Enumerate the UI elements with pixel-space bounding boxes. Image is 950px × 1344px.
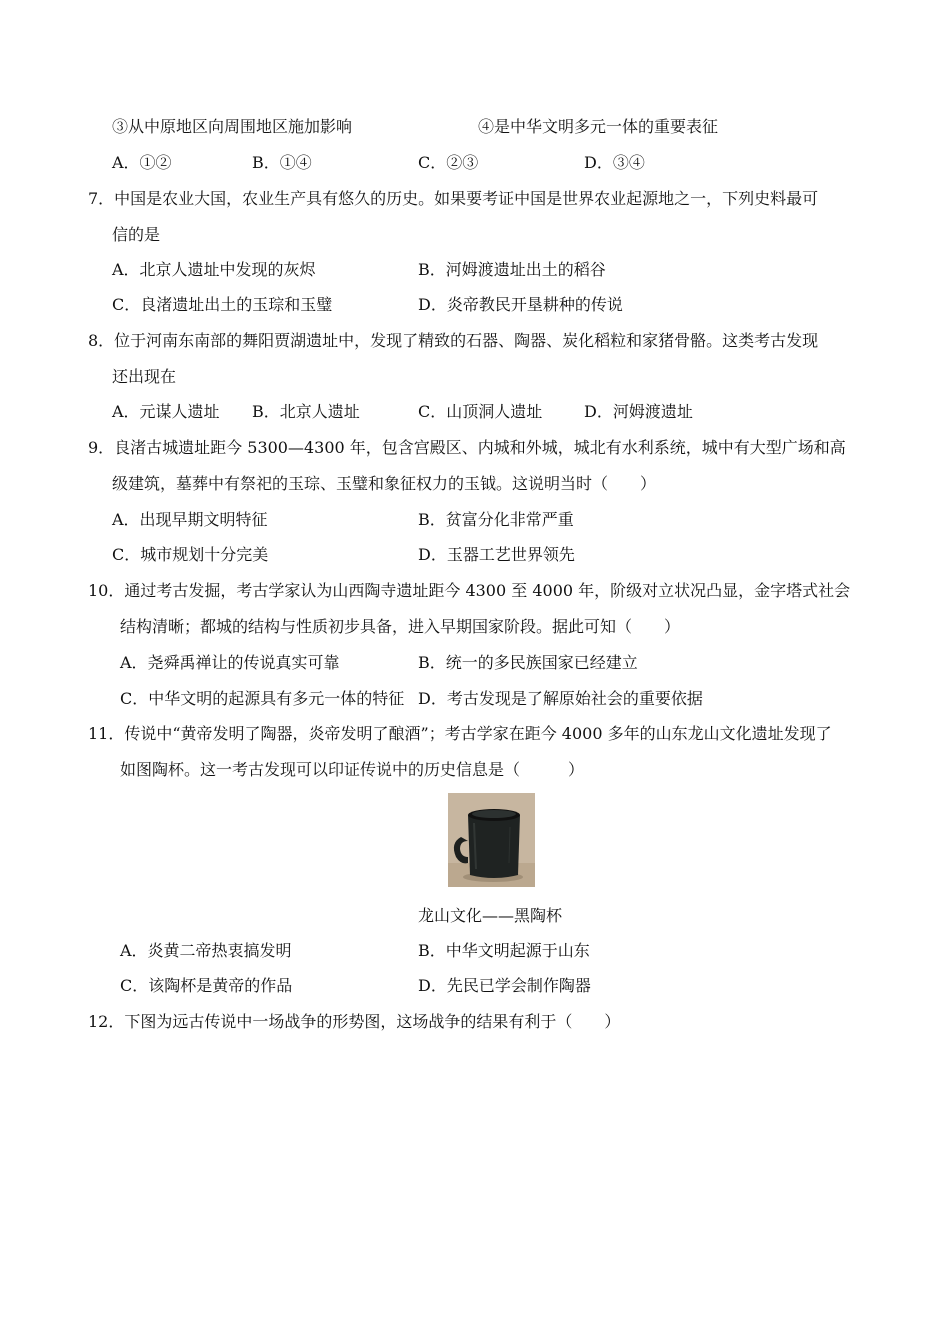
q8-choice-b: B．北京人遗址 bbox=[252, 402, 360, 421]
q7-choice-d: D．炎帝教民开垦耕种的传说 bbox=[418, 295, 623, 314]
q7-stem-line2: 信的是 bbox=[112, 225, 161, 244]
q11-stem-line1: 11．传说中“黄帝发明了陶器，炎帝发明了酿酒”；考古学家在距今 4000 多年的山东龙山文化遗址发现了 bbox=[88, 724, 832, 743]
q7-choice-c: C．良渚遗址出土的玉琮和玉璧 bbox=[112, 295, 333, 314]
q8-choice-a: A．元谋人遗址 bbox=[112, 402, 220, 421]
q11-choice-b: B．中华文明起源于山东 bbox=[418, 941, 590, 960]
q10-stem-line2: 结构清晰；都城的结构与性质初步具备，进入早期国家阶段。据此可知（ ） bbox=[120, 617, 681, 636]
q7-choice-a: A．北京人遗址中发现的灰烬 bbox=[112, 260, 316, 279]
q6-choice-a: A．①② bbox=[112, 153, 172, 172]
q7-stem-line1: 7．中国是农业大国，农业生产具有悠久的历史。如果要考证中国是世界农业起源地之一，下列史料最可 bbox=[88, 189, 819, 208]
q6-option-4: ④是中华文明多元一体的重要表征 bbox=[478, 117, 719, 136]
q8-stem-line1: 8．位于河南东南部的舞阳贾湖遗址中，发现了精致的石器、陶器、炭化稻粒和家猪骨骼。这类考古发现 bbox=[88, 331, 819, 350]
q12-stem-line1: 12．下图为远古传说中一场战争的形势图，这场战争的结果有利于（ ） bbox=[88, 1012, 621, 1031]
q7-choice-b: B．河姆渡遗址出土的稻谷 bbox=[418, 260, 606, 279]
q10-choice-d: D．考古发现是了解原始社会的重要依据 bbox=[418, 689, 703, 708]
q11-choice-d: D．先民已学会制作陶器 bbox=[418, 976, 591, 995]
black-pottery-cup-photo bbox=[448, 793, 535, 887]
q6-choice-b: B．①④ bbox=[252, 153, 312, 172]
q6-choice-c: C．②③ bbox=[418, 153, 479, 172]
q8-stem-line2: 还出现在 bbox=[112, 367, 177, 386]
q9-stem-line1: 9．良渚古城遗址距今 5300—4300 年，包含宫殿区、内城和外城，城北有水利系统，城中有大型广场和高 bbox=[88, 438, 846, 457]
q10-choice-a: A．尧舜禹禅让的传说真实可靠 bbox=[120, 653, 340, 672]
figure-caption: 龙山文化——黑陶杯 bbox=[418, 906, 563, 925]
q10-choice-c: C．中华文明的起源具有多元一体的特征 bbox=[120, 689, 405, 708]
q10-stem-line1: 10．通过考古发掘，考古学家认为山西陶寺遗址距今 4300 至 4000 年，阶级对立状况凸显，金字塔式社会 bbox=[88, 581, 851, 600]
q9-choice-b: B．贫富分化非常严重 bbox=[418, 510, 574, 529]
q6-choice-d: D．③④ bbox=[584, 153, 645, 172]
q9-choice-c: C．城市规划十分完美 bbox=[112, 545, 269, 564]
q6-option-3: ③从中原地区向周围地区施加影响 bbox=[112, 117, 353, 136]
q9-choice-d: D．玉器工艺世界领先 bbox=[418, 545, 575, 564]
q9-choice-a: A．出现早期文明特征 bbox=[112, 510, 268, 529]
q11-choice-c: C．该陶杯是黄帝的作品 bbox=[120, 976, 293, 995]
q11-choice-a: A．炎黄二帝热衷搞发明 bbox=[120, 941, 292, 960]
q10-choice-b: B．统一的多民族国家已经建立 bbox=[418, 653, 638, 672]
q9-stem-line2: 级建筑，墓葬中有祭祀的玉琮、玉璧和象征权力的玉钺。这说明当时（ ） bbox=[112, 474, 657, 493]
cup-icon bbox=[448, 793, 535, 887]
q8-choice-c: C．山顶洞人遗址 bbox=[418, 402, 543, 421]
q11-stem-line2: 如图陶杯。这一考古发现可以印证传说中的历史信息是（ ） bbox=[120, 760, 585, 779]
q8-choice-d: D．河姆渡遗址 bbox=[584, 402, 693, 421]
